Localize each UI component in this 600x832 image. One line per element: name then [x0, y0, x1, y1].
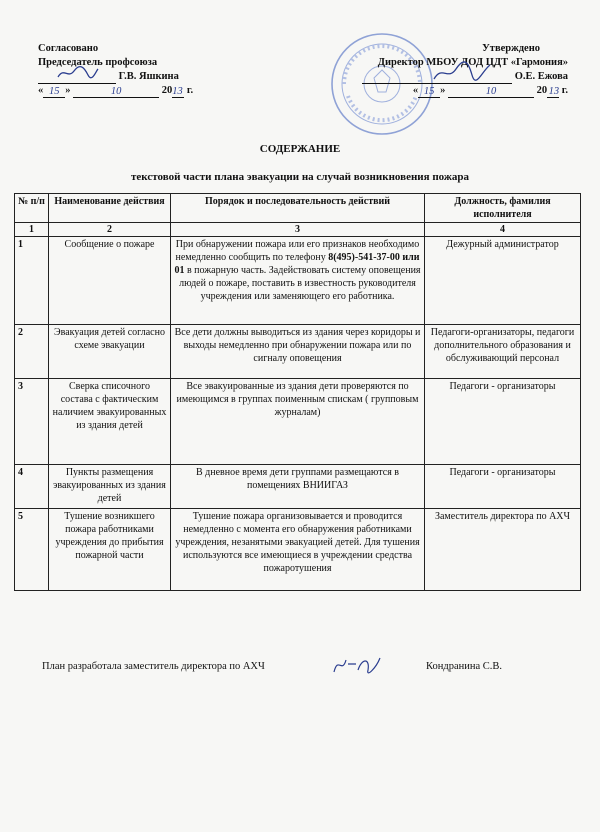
signature-line — [362, 71, 512, 84]
signature-line — [38, 71, 116, 84]
column-header: Должность, фамилия исполнителя — [425, 194, 581, 223]
column-header: № п/п — [15, 194, 49, 223]
approval-left-heading: Согласовано — [38, 43, 99, 54]
date-month: 10 — [485, 86, 497, 97]
footer-author-name: Кондранина С.В. — [426, 661, 503, 672]
footer-author-role: План разработала заместитель директора по АХЧ — [42, 661, 265, 672]
approval-left-name: Г.В. Яшкина — [118, 71, 179, 82]
table-row — [15, 509, 581, 591]
column-index: 2 — [49, 223, 171, 237]
row-order: Все эвакуированные из здания дети проверяются по имеющимся в группах поименным спискам ( групповым журналам) — [171, 379, 425, 465]
row-action: Тушение возникшего пожара работниками учреждения до прибытия пожарной части — [49, 509, 171, 591]
column-header: Наименование действия — [49, 194, 171, 223]
row-number: 2 — [15, 325, 49, 379]
approval-right-date: « 15 » 10 20 13 г. — [412, 85, 568, 97]
date-day: 15 — [49, 86, 60, 97]
row-number: 3 — [15, 379, 49, 465]
handwritten-signature-left — [56, 65, 100, 81]
table-row — [15, 325, 581, 379]
date-month: 10 — [110, 86, 122, 97]
evacuation-table — [14, 193, 581, 591]
phone-number: 8(495)-541-37-00 или 01 — [174, 252, 420, 276]
row-order: Тушение пожара организовывается и проводится немедленно с момента его обнаружения работниками учреждения, незанятыми эвакуацией детей. Для тушения используются все имеющиеся в учреждении средства пожаротушения — [171, 509, 425, 591]
date-day: 15 — [423, 86, 435, 97]
approval-block-right — [318, 42, 568, 98]
row-number: 5 — [15, 509, 49, 591]
column-index: 3 — [171, 223, 425, 237]
row-action: Сообщение о пожаре — [49, 237, 171, 325]
approval-left-signature-line — [38, 70, 268, 84]
table-row — [15, 237, 581, 325]
row-number: 4 — [15, 465, 49, 509]
row-executor: Педагоги - организаторы — [425, 465, 581, 509]
row-order: Все дети должны выводиться из здания через коридоры и выходы немедленно при обнаружении пожара или по сигналу оповещения — [171, 325, 425, 379]
table-index-row — [15, 223, 581, 237]
row-action: Пункты размещения эвакуированных из здания детей — [49, 465, 171, 509]
row-order: При обнаружении пожара или его признаков необходимо немедленно сообщить по телефону 8(495)-541-37-00 или 01 в пожарную часть. Задействовать систему оповещения людей о пожаре, поставить в известность руководителя учреждения или заменяющего его работника. — [171, 237, 425, 325]
handwritten-signature-footer — [330, 650, 390, 678]
row-order: В дневное время дети группами размещаются в помещениях ВНИИГАЗ — [171, 465, 425, 509]
row-action: Эвакуация детей согласно схеме эвакуации — [49, 325, 171, 379]
approval-right-heading: Утверждено — [482, 43, 540, 54]
table-row — [15, 379, 581, 465]
handwritten-signature-right — [432, 61, 492, 83]
row-executor: Дежурный администратор — [425, 237, 581, 325]
row-number: 1 — [15, 237, 49, 325]
column-header: Порядок и последовательность действий — [171, 194, 425, 223]
date-year: 13 — [172, 86, 183, 97]
approval-right-position: Директор МБОУ ДОД ЦДТ «Гармония» — [377, 57, 568, 68]
document-subtitle: текстовой части плана эвакуации на случай возникновения пожара — [131, 171, 469, 183]
row-executor: Педагоги - организаторы — [425, 379, 581, 465]
row-action: Сверка списочного состава с фактическим наличием эвакуированных из здания детей — [49, 379, 171, 465]
table-row — [15, 465, 581, 509]
approval-left-position: Председатель профсоюза — [38, 57, 158, 68]
approval-right-signature-line — [318, 70, 568, 84]
row-executor: Заместитель директора по АХЧ — [425, 509, 581, 591]
column-index: 1 — [15, 223, 49, 237]
column-index: 4 — [425, 223, 581, 237]
document-title: СОДЕРЖАНИЕ — [259, 143, 341, 155]
approval-block-left — [38, 42, 268, 98]
approval-right-name: О.Е. Ежова — [514, 71, 568, 82]
date-year: 13 — [548, 86, 560, 97]
approval-left-date: « 15 » 10 2013 г. — [38, 85, 194, 97]
row-executor: Педагоги-организаторы, педагоги дополнительного образования и обслуживающий персонал — [425, 325, 581, 379]
table-header-row — [15, 194, 581, 223]
